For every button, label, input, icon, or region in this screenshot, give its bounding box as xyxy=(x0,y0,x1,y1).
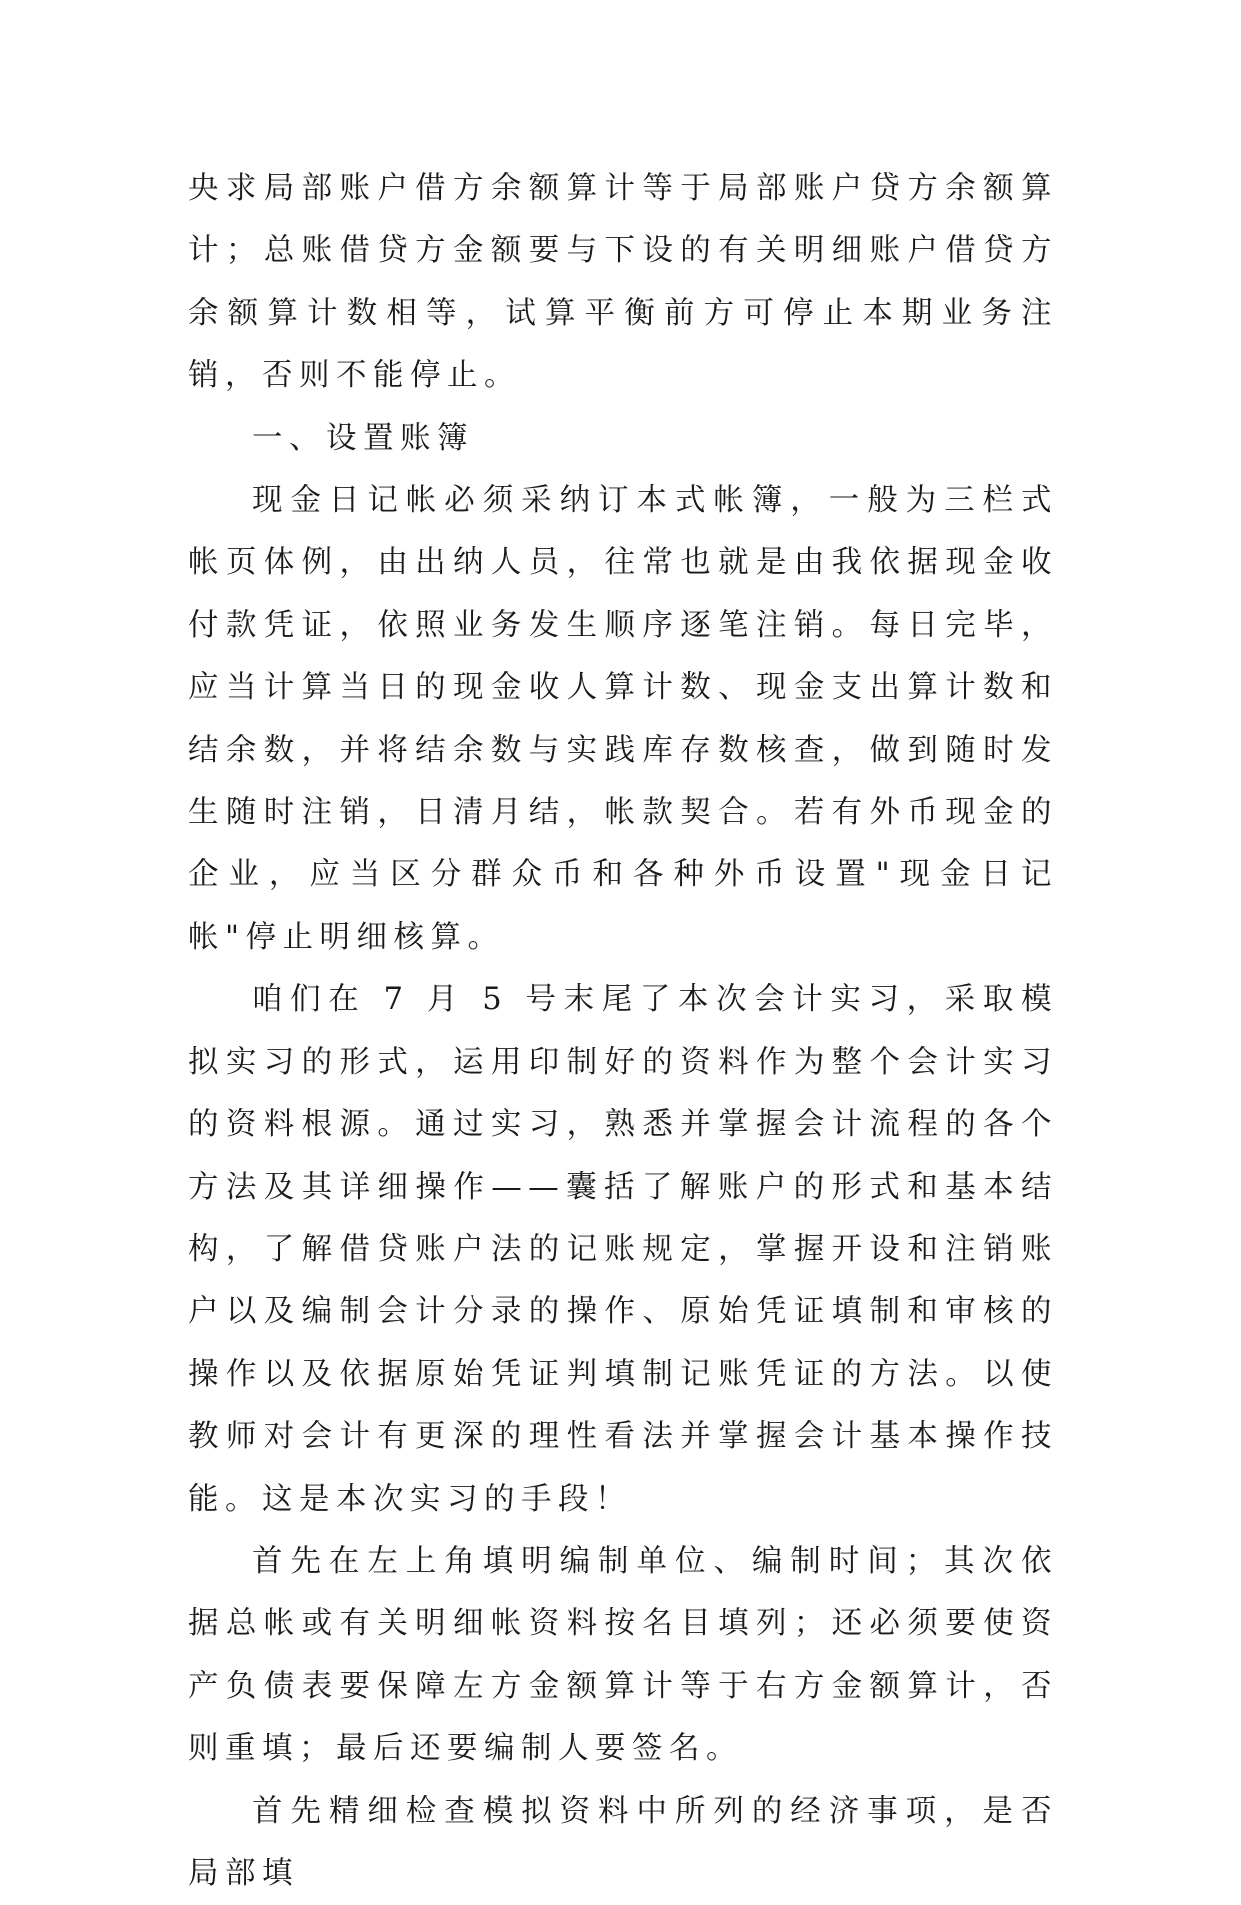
paragraph-1: 央求局部账户借方余额算计等于局部账户贷方余额算计；总账借贷方金额要与下设的有关明细账户借贷方余额算计数相等，试算平衡前方可停止本期业务注销，否则不能停止。 xyxy=(188,171,1058,394)
paragraph-5: 首先精细检查模拟资料中所列的经济事项，是否局部填 xyxy=(188,1793,1058,1891)
paragraph-4: 首先在左上角填明编制单位、编制时间；其次依据总帐或有关明细帐资料按名目填列；还必须要使资产负债表要保障左方金额算计等于右方金额算计，否则重填；最后还要编制人要签名。 xyxy=(188,1543,1058,1767)
paragraph-3: 咱们在 7 月 5 号末尾了本次会计实习，采取模拟实习的形式，运用印制好的资料作为整个会计实习的资料根源。通过实习，熟悉并掌握会计流程的各个方法及其详细操作——囊括了解账户的形式和基本结构，了解借贷账户法的记账规定，掌握开设和注销账户以及编制会计分录的操作、原始凭证填制和审核的操作以及依据原始凭证判填制记账凭证的方法。以使教师对会计有更深的理性看法并掌握会计基本操作技能。这是本次实习的手段！ xyxy=(188,982,1058,1517)
paragraph-2: 现金日记帐必须采纳订本式帐簿，一般为三栏式帐页体例，由出纳人员，往常也就是由我依据现金收付款凭证，依照业务发生顺序逐笔注销。每日完毕，应当计算当日的现金收人算计数、现金支出算计数和结余数，并将结余数与实践库存数核查，做到随时发生随时注销，日清月结，帐款契合。若有外币现金的企业，应当区分群众币和各种外币设置"现金日记帐"停止明细核算。 xyxy=(188,483,1058,955)
document-body xyxy=(188,158,1058,1905)
section-heading: 一、设置账簿 xyxy=(252,420,474,456)
